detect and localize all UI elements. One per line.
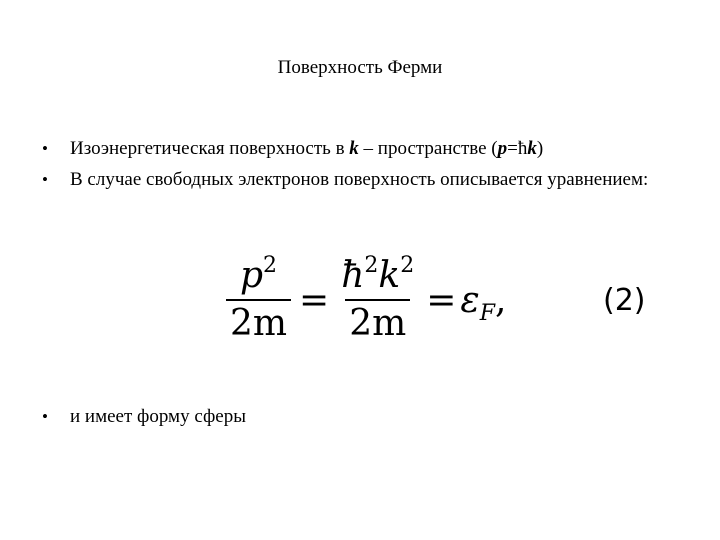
fraction-hbar-k-squared: $\frac{ħ^2k^2}{2m}$ (341, 253, 415, 344)
formula-comma: , (495, 279, 507, 321)
bullet-icon: • (42, 139, 48, 158)
bullet-text: В случае свободных электронов поверхность описывается уравнением: (70, 169, 649, 190)
bullet-item-isoenergetic (42, 135, 682, 162)
slide-title: Поверхность Ферми (277, 57, 443, 78)
equals-sign: = (426, 279, 457, 321)
bullet-icon: • (42, 407, 48, 426)
equals-sign: = (299, 279, 330, 321)
fermi-energy-symbol: $\varepsilon_F$ (460, 279, 495, 326)
fraction-p-squared: $\frac{p^2}{2m}$ (226, 255, 291, 345)
p-symbol: p (497, 138, 508, 159)
bullet-text: Изоэнергетическая поверхность в k – пространстве (p=ħk) (70, 138, 544, 159)
bullet-item-sphere (42, 403, 682, 430)
fermi-energy-formula (222, 250, 506, 350)
equation-number: (2) (603, 283, 646, 318)
bullet-item-free-electrons (42, 166, 682, 193)
bullet-text: и имеет форму сферы (70, 406, 247, 427)
k-symbol: k (349, 138, 359, 159)
k-symbol: k (527, 138, 537, 159)
bullet-icon: • (42, 170, 48, 189)
